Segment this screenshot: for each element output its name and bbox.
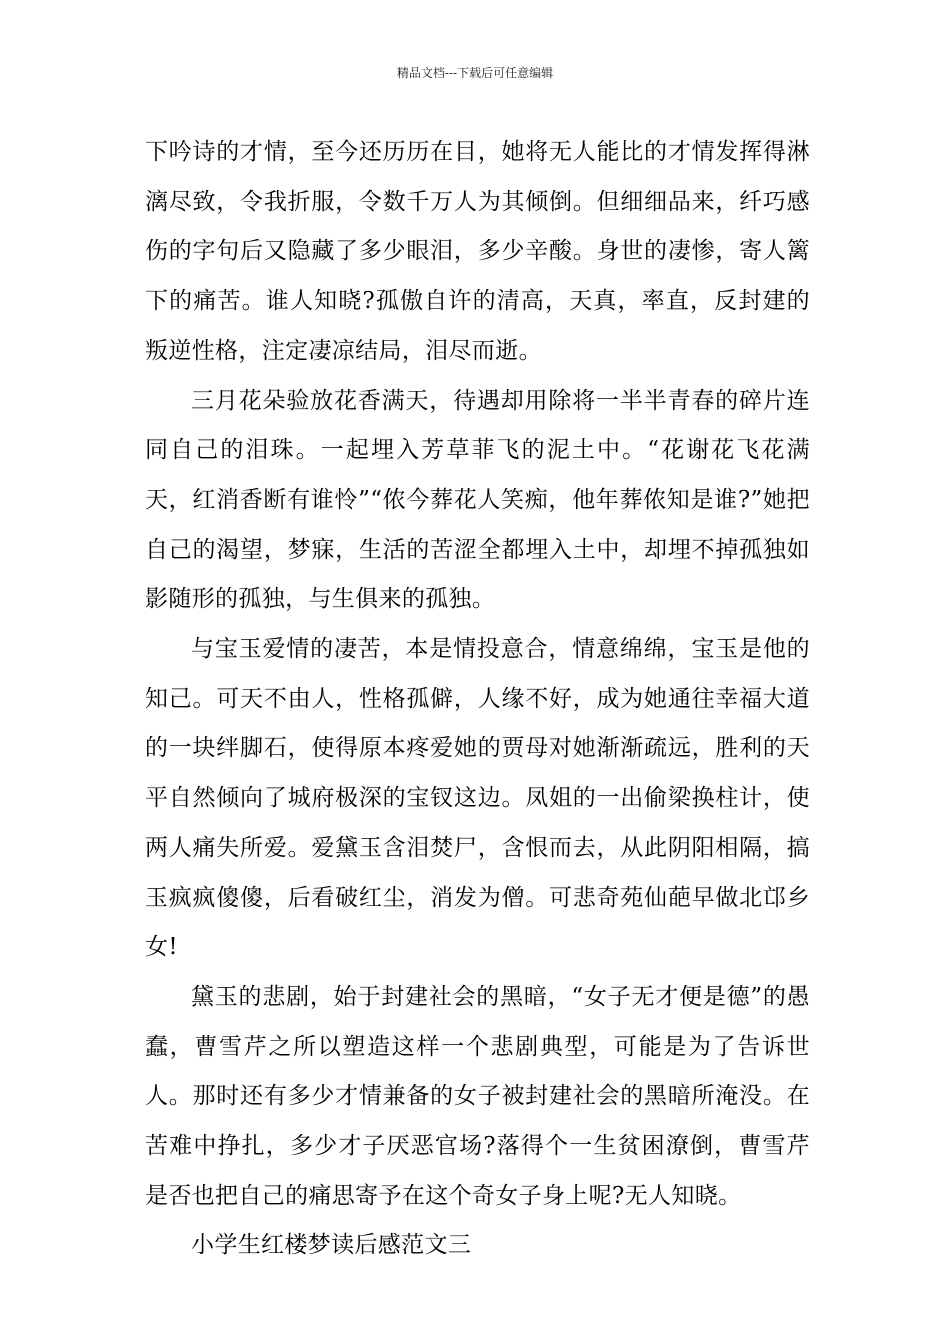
page-header: 精品文档---下载后可任意编辑 bbox=[396, 66, 554, 80]
paragraph-burying-flowers: 三月花朵验放花香满天，待遇却用除将一半半青春的碎片连同自己的泪珠。一起埋入芳草菲飞的泥土中。“花谢花飞花满天，红消香断有谁怜”“侬今葬花人笑痴，他年葬侬知是谁?”她把自己的渴望，梦寐，生活的苦涩全都埋入土中，却埋不掉孤独如影随形的孤独，与生俱来的孤独。 bbox=[145, 387, 810, 613]
document-body bbox=[145, 128, 810, 1271]
section-heading: 小学生红楼梦读后感范文三 bbox=[191, 1232, 472, 1259]
paragraph-tragedy: 黛玉的悲剧，始于封建社会的黑暗，“女子无才便是德”的愚蠢，曹雪芹之所以塑造这样一个悲剧典型，可能是为了告诉世人。那时还有多少才情兼备的女子被封建社会的黑暗所淹没。在苦难中挣扎，多少才子厌恶官场?落得个一生贫困潦倒，曹雪芹是否也把自己的痛思寄予在这个奇女子身上呢?无人知晓。 bbox=[145, 983, 810, 1209]
paragraph-continued: 下吟诗的才情，至今还历历在目，她将无人能比的才情发挥得淋漓尽致，令我折服，令数千万人为其倾倒。但细细品来，纤巧感伤的字句后又隐藏了多少眼泪，多少辛酸。身世的凄惨，寄人篱下的痛苦。谁人知晓?孤傲自许的清高，天真，率直，反封建的叛逆性格，注定凄凉结局，泪尽而逝。 bbox=[145, 139, 810, 364]
paragraph-baoyu-love: 与宝玉爱情的凄苦，本是情投意合，情意绵绵，宝玉是他的知己。可天不由人，性格孤僻，人缘不好，成为她通往幸福大道的一块绊脚石，使得原本疼爱她的贾母对她渐渐疏远，胜利的天平自然倾向了城府极深的宝钗这边。凤姐的一出偷梁换柱计，使两人痛失所爱。爱黛玉含泪焚尸，含恨而去，从此阴阳相隔，搞玉疯疯傻傻，后看破红尘，消发为僧。可悲奇苑仙葩早做北邙乡女! bbox=[145, 636, 810, 961]
